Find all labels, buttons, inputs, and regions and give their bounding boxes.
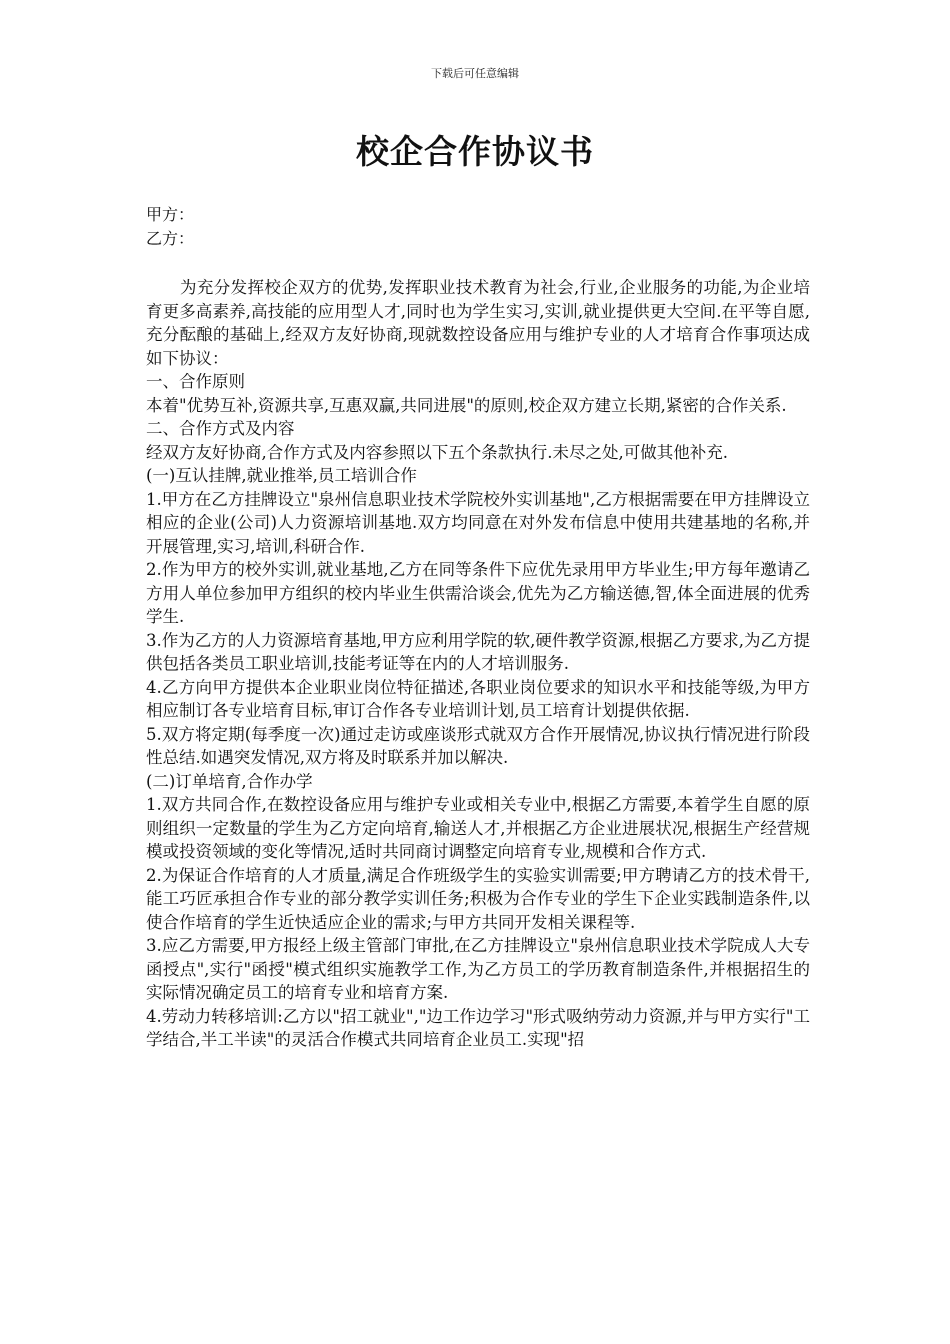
section-heading-principles: 一、合作原则	[146, 372, 245, 391]
clause-2-3: 3.应乙方需要,甲方报经上级主管部门审批,在乙方挂牌设立"泉州信息职业技术学院成人大专函授点",实行"函授"模式组织实施教学工作,为乙方员工的学历教育制造条件,并根据招生的实际情况确定员工的培育专业和培育方案.	[146, 936, 810, 1002]
clause-1-5: 5.双方将定期(每季度一次)通过走访或座谈形式就双方合作开展情况,协议执行情况进行阶段性总结.如遇突发情况,双方将及时联系并加以解决.	[146, 724, 810, 767]
clause-2-2: 2.为保证合作培育的人才质量,满足合作班级学生的实验实训需要;甲方聘请乙方的技术骨干,能工巧匠承担合作专业的部分教学实训任务;积极为合作专业的学生下企业实践制造条件,以使合作培育的学生近快适应企业的需求;与甲方共同开发相关课程等.	[146, 865, 810, 932]
clause-1-1: 1.甲方在乙方挂牌设立"泉州信息职业技术学院校外实训基地",乙方根据需要在甲方挂牌设立相应的企业(公司)人力资源培训基地.双方均同意在对外发布信息中使用共建基地的名称,并开展管理,实习,培训,科研合作.	[146, 489, 810, 556]
methods-paragraph: 经双方友好协商,合作方式及内容参照以下五个条款执行.未尽之处,可做其他补充.	[146, 442, 728, 462]
intro-paragraph: 为充分发挥校企双方的优势,发挥职业技术教育为社会,行业,企业服务的功能,为企业培育更多高素养,高技能的应用型人才,同时也为学生实习,实训,就业提供更大空间.在平等自愿,充分酝酿的基础上,经双方友好协商,现就数控设备应用与维护专业的人才培育合作事项达成如下协议：	[146, 278, 810, 368]
subsection-heading-1: (一)互认挂牌,就业推举,员工培训合作	[146, 466, 417, 485]
clause-2-4: 4.劳动力转移培训:乙方以"招工就业","边工作边学习"形式吸纳劳动力资源,并与甲方实行"工学结合,半工半读"的灵活合作模式共同培育企业员工.实现"招	[146, 1006, 810, 1049]
document-title: 校企合作协议书	[356, 132, 594, 171]
subsection-heading-2: (二)订单培育,合作办学	[146, 771, 313, 791]
header-note: 下载后可任意编辑	[431, 67, 519, 80]
section-heading-methods: 二、合作方式及内容	[146, 419, 295, 438]
clause-1-2: 2.作为甲方的校外实训,就业基地,乙方在同等条件下应优先录用甲方毕业生;甲方每年邀请乙方用人单位参加甲方组织的校内毕业生供需洽谈会,优先为乙方输送德,智,体全面进展的优秀学生.	[146, 560, 810, 626]
clause-1-3: 3.作为乙方的人力资源培育基地,甲方应利用学院的软,硬件教学资源,根据乙方要求,为乙方提供包括各类员工职业培训,技能考证等在内的人才培训服务.	[146, 630, 810, 673]
party-a-label: 甲方：	[146, 205, 195, 224]
parties-block	[146, 203, 194, 251]
agreement-body	[146, 276, 810, 1052]
clause-2-1: 1.双方共同合作,在数控设备应用与维护专业或相关专业中,根据乙方需要,本着学生自愿的原则组织一定数量的学生为乙方定向培育,输送人才,并根据乙方企业进展状况,根据生产经营规模或投资领域的变化等情况,适时共同商讨调整定向培育专业,规模和合作方式.	[146, 795, 810, 861]
principles-paragraph: 本着"优势互补,资源共享,互惠双赢,共同进展"的原则,校企双方建立长期,紧密的合作关系.	[146, 395, 787, 415]
party-b-label: 乙方：	[146, 229, 195, 248]
clause-1-4: 4.乙方向甲方提供本企业职业岗位特征描述,各职业岗位要求的知识水平和技能等级,为甲方相应制订各专业培育目标,审订合作各专业培训计划,员工培育计划提供依据.	[146, 677, 810, 720]
